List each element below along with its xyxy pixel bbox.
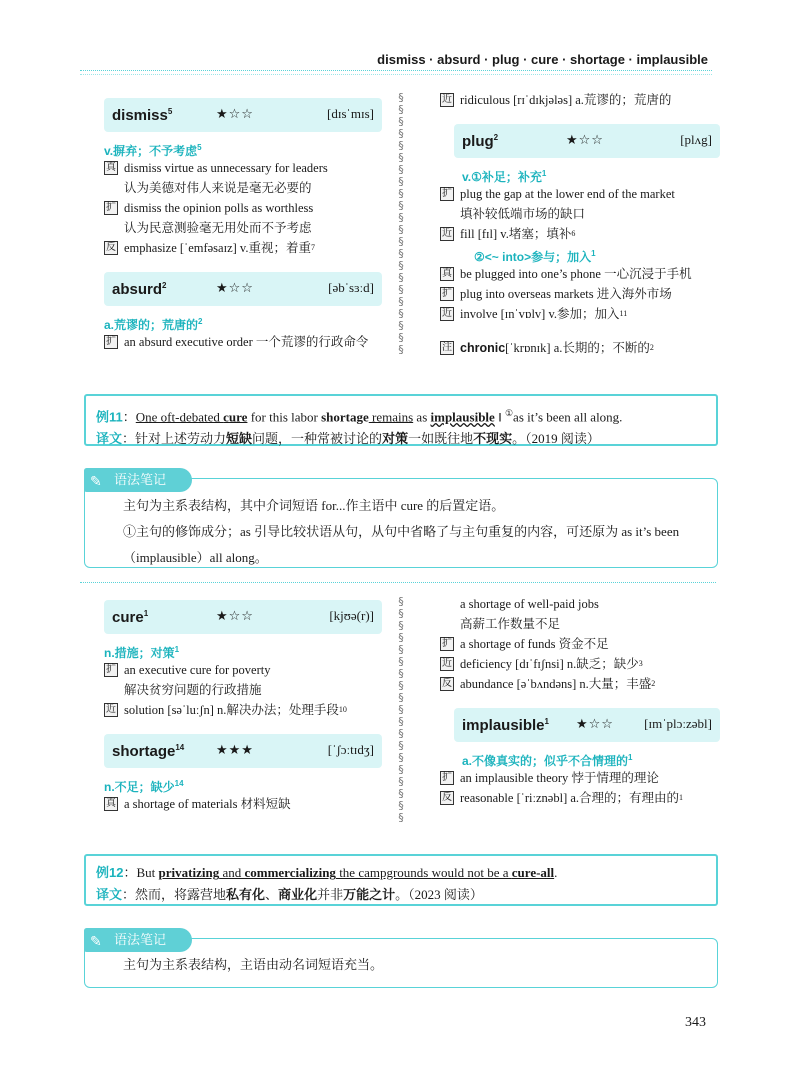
- example-translation: 认为民意测验毫无用处而不予考虑: [124, 221, 312, 235]
- phonetic: [kjʊə(r)]: [329, 608, 374, 623]
- definition: a.不像真实的；似乎不合情理的$^1$: [462, 753, 633, 768]
- frequency-stars: ★★★: [216, 743, 254, 758]
- example-translation: 译文：针对上述劳动力短缺问题，一种常被讨论的对策一如既往地不现实。（2019 阅读）: [96, 431, 600, 447]
- frequency-stars: ★☆☆: [576, 717, 614, 732]
- headword: absurd$^2$: [112, 280, 167, 298]
- example-line: 扩 plug into overseas markets 进入海外市场: [442, 287, 672, 301]
- example-line: 扩 plug the gap at the lower end of the market: [442, 187, 675, 201]
- grammar-line: （implausible）all along。: [123, 550, 268, 565]
- example-line: 近 ridiculous [rɪˈdɪkjələs] a.荒谬的；荒唐的: [442, 93, 672, 107]
- tag-icon: 反: [442, 678, 452, 689]
- example-line: 扩 dismiss the opinion polls as worthless: [106, 201, 314, 215]
- block2-left-column: [104, 600, 382, 814]
- section-divider: [80, 582, 716, 583]
- pen-icon: ✎: [90, 474, 102, 490]
- block2-right-column: [440, 594, 722, 808]
- example-line: 近 solution [səˈluːʃn] n.解决办法；处理手段 10: [106, 703, 347, 717]
- phonetic: [dɪsˈmɪs]: [327, 106, 374, 121]
- tag-icon: 真: [106, 162, 116, 173]
- definition: ②<~ into>参与；加入$^1$: [474, 249, 596, 264]
- tag-icon: 近: [106, 704, 116, 715]
- frequency-stars: ★☆☆: [216, 281, 254, 296]
- grammar-line: 主句为主系表结构，主语由动名词短语充当。: [123, 957, 384, 972]
- headword: implausible$^1$: [462, 716, 549, 734]
- column-divider-ornament: § § § § § § § § § § § § § § § § § § § § § §: [398, 92, 404, 356]
- frequency-stars: ★☆☆: [216, 609, 254, 624]
- pen-icon: ✎: [90, 934, 102, 950]
- definition: v.摒弃；不予考虑$^5$: [104, 143, 202, 158]
- column-divider-ornament: § § § § § § § § § § § § § § § § § § §: [398, 596, 404, 824]
- running-header: dismiss · absurd · plug · cure · shortage · implausible: [377, 52, 708, 67]
- example-11-box: [84, 394, 718, 446]
- tag-icon: 扩: [442, 188, 452, 199]
- example-translation: 解决贫穷问题的行政措施: [124, 683, 262, 697]
- block1-right-column: [440, 90, 722, 358]
- headword: cure$^1$: [112, 608, 149, 626]
- example-line: 真 dismiss virtue as unnecessary for leaders: [106, 161, 328, 175]
- example-line: 真 a shortage of materials 材料短缺: [106, 797, 291, 811]
- tag-icon: 扩: [442, 638, 452, 649]
- grammar-line: 主句为主系表结构，其中介词短语 for...作主语中 cure 的后置定语。: [123, 498, 505, 513]
- entry-card-cure: [104, 600, 382, 634]
- tag-icon: 近: [442, 228, 452, 239]
- example-line: 扩 an executive cure for poverty: [106, 663, 271, 677]
- example-sentence: 例11：One oft-debated cure for this labor shortage remains as implausible ‖ ①as it’s been all along.: [96, 408, 623, 425]
- grammar-note-1-header: ✎ 语法笔记: [84, 468, 192, 492]
- headword: shortage$^{14}$: [112, 742, 185, 760]
- example-line: 真 be plugged into one’s phone 一心沉浸于手机: [442, 267, 692, 281]
- example-line: 扩 a shortage of funds 资金不足: [442, 637, 609, 651]
- tag-icon: 真: [442, 268, 452, 279]
- entry-card-shortage: [104, 734, 382, 768]
- tag-icon: 扩: [106, 202, 116, 213]
- page-number: 343: [685, 1015, 706, 1030]
- block1-left-column: [104, 98, 382, 352]
- grammar-note-2-header: ✎ 语法笔记: [84, 928, 192, 952]
- tag-icon: 真: [106, 798, 116, 809]
- example-12-box: [84, 854, 718, 906]
- headword: plug$^2$: [462, 132, 499, 150]
- example-line: 反 abundance [əˈbʌndəns] n.大量；丰盛 2: [442, 677, 656, 691]
- definition: n.措施；对策$^1$: [104, 645, 180, 660]
- headword: dismiss$^5$: [112, 106, 173, 124]
- tag-icon: 注: [442, 342, 452, 353]
- example-translation: 填补较低端市场的缺口: [460, 207, 586, 221]
- entry-card-implausible: [454, 708, 720, 742]
- definition: a.荒谬的；荒唐的$^2$: [104, 317, 203, 332]
- definition: v.①补足；补充$^1$: [462, 169, 547, 184]
- entry-card-absurd: [104, 272, 382, 306]
- example-sentence: 例12：But privatizing and commercializing the campgrounds would not be a cure-all.: [96, 865, 558, 880]
- tag-icon: 近: [442, 94, 452, 105]
- example-translation: 高薪工作数量不足: [460, 617, 561, 631]
- tag-icon: 近: [442, 658, 452, 669]
- example-line: 扩 an implausible theory 悖于情理的理论: [442, 771, 659, 785]
- phonetic: [ɪmˈplɔːzəbl]: [644, 716, 712, 731]
- example-line: 反 emphasize [ˈemfəsaɪz] v.重视；着重 7: [106, 241, 315, 255]
- example-line: 反 reasonable [ˈriːznəbl] a.合理的；有理由的 1: [442, 791, 684, 805]
- tag-icon: 反: [442, 792, 452, 803]
- grammar-line: ①主句的修饰成分；as 引导比较状语从句，从句中省略了与主句重复的内容，可还原为 as it’s been: [123, 524, 680, 539]
- header-divider: [80, 70, 712, 71]
- phonetic: [əbˈsɜːd]: [328, 280, 374, 295]
- example-line: 近 deficiency [dɪˈfɪʃnsi] n.缺乏；缺少 3: [442, 657, 643, 671]
- tag-icon: 扩: [106, 336, 116, 347]
- phonetic: [plʌg]: [680, 132, 712, 147]
- entry-card-plug: [454, 124, 720, 158]
- definition: n.不足；缺少$^{14}$: [104, 779, 184, 794]
- example-continuation: a shortage of well-paid jobs: [460, 597, 599, 611]
- tag-icon: 近: [442, 308, 452, 319]
- example-translation: 认为美德对伟人来说是毫无必要的: [124, 181, 312, 195]
- tag-icon: 扩: [442, 288, 452, 299]
- example-translation: 译文：然而，将露营地私有化、商业化并非万能之计。（2023 阅读）: [96, 887, 483, 902]
- tag-icon: 反: [106, 242, 116, 253]
- frequency-stars: ★☆☆: [566, 133, 604, 148]
- phonetic: [ˈʃɔːtɪdʒ]: [327, 742, 374, 757]
- frequency-stars: ★☆☆: [216, 107, 254, 122]
- tag-icon: 扩: [106, 664, 116, 675]
- note-line: 注 chronic [ˈkrɒnɪk] a.长期的；不断的 2: [442, 341, 654, 355]
- tag-icon: 扩: [442, 772, 452, 783]
- example-line: 近 involve [ɪnˈvɒlv] v.参加；加入 11: [442, 307, 628, 321]
- entry-card-dismiss: [104, 98, 382, 132]
- header-divider-secondary: [80, 74, 712, 75]
- example-line: 扩 an absurd executive order 一个荒谬的行政命令: [106, 335, 369, 349]
- example-line: 近 fill [fɪl] v.堵塞；填补 6: [442, 227, 576, 241]
